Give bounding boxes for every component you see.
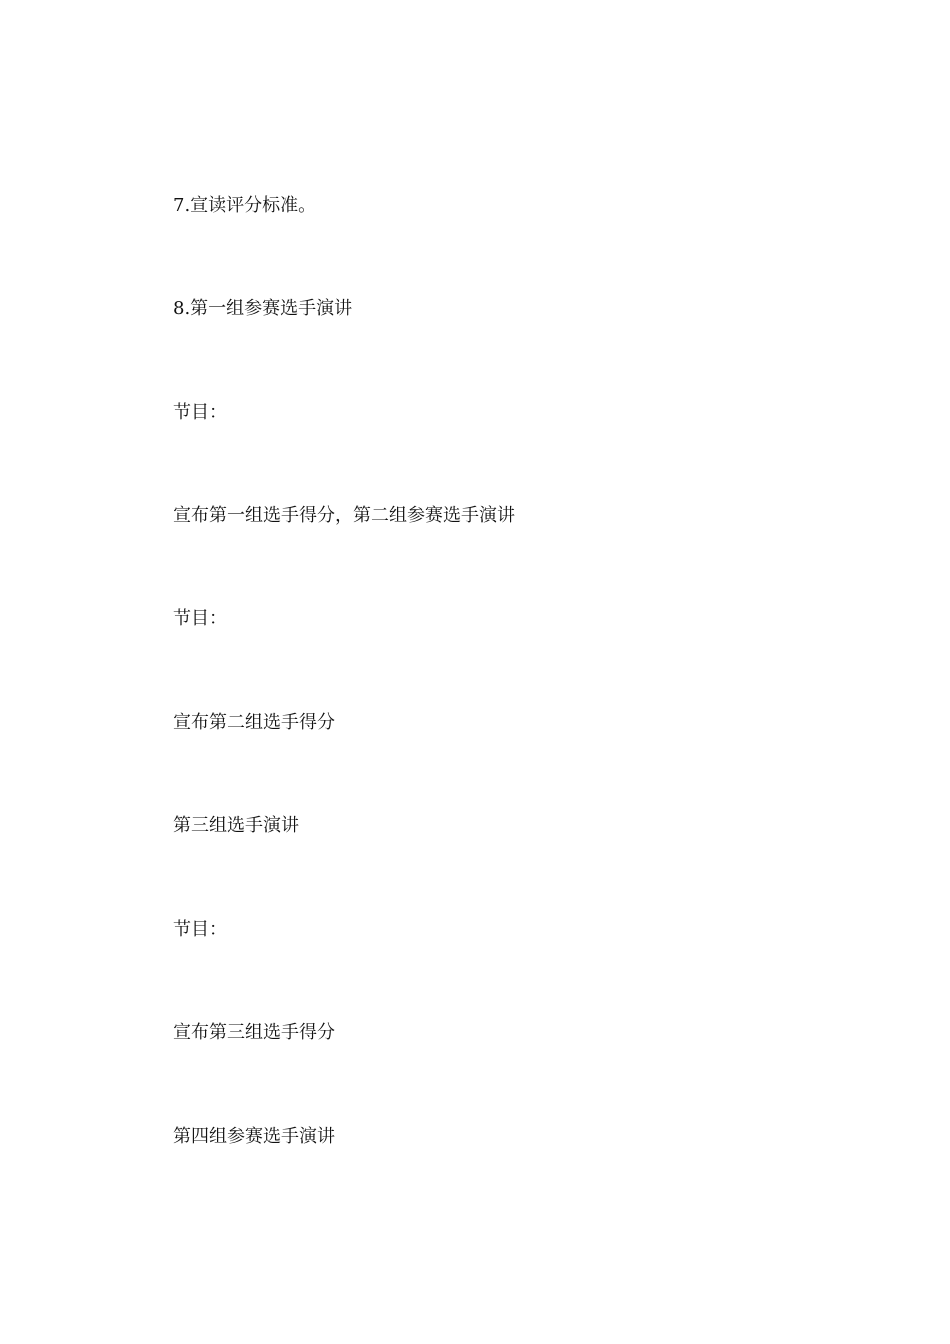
text-line-group-one-speech: 8.第一组参赛选手演讲 [173, 298, 353, 319]
text-line-group-four-speech: 第四组参赛选手演讲 [173, 1126, 335, 1147]
text-line-program: 节目： [173, 608, 227, 629]
text-line-announce-group-two: 宣布第二组选手得分 [173, 712, 335, 733]
text-line-read-criteria: 7.宣读评分标准。 [173, 195, 317, 216]
text-line-announce-group-three: 宣布第三组选手得分 [173, 1022, 335, 1043]
text-line-program: 节目： [173, 919, 227, 940]
text-line-announce-group-one: 宣布第一组选手得分，第二组参赛选手演讲 [173, 505, 515, 526]
text-line-program: 节目： [173, 402, 227, 423]
text-line-group-three-speech: 第三组选手演讲 [173, 815, 299, 836]
